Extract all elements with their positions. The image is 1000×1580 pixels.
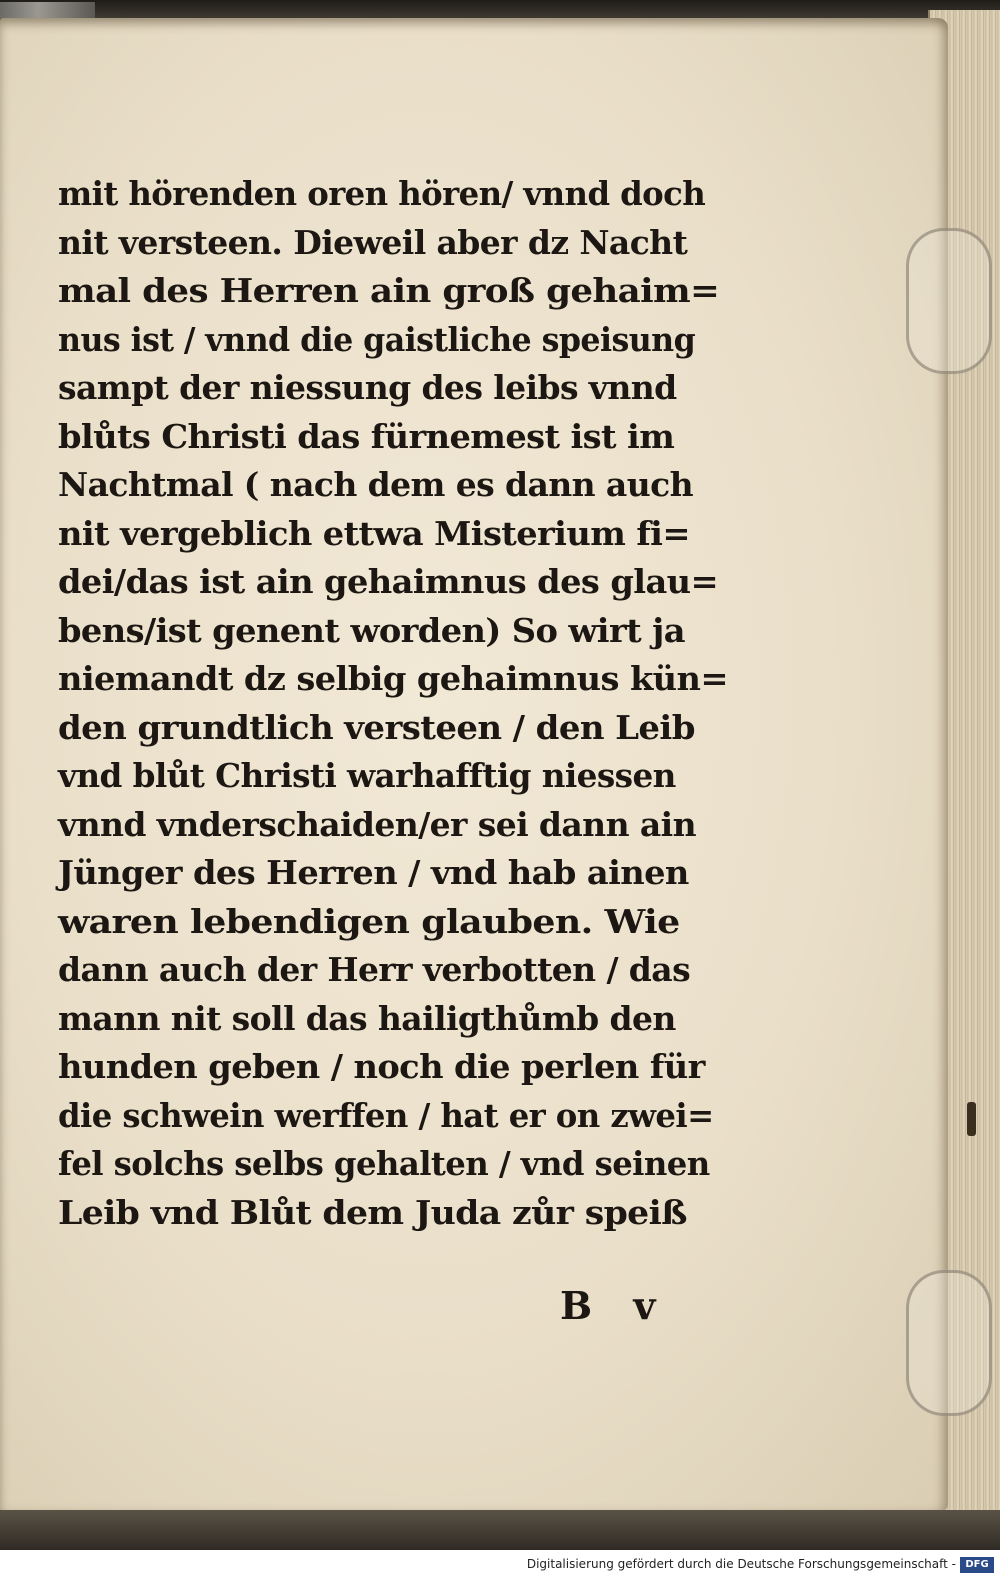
text-line: bens/ist genent worden) So wirt ja <box>58 610 685 650</box>
signature-mark: B v <box>560 1283 670 1328</box>
page-clip-top <box>906 228 992 374</box>
text-line: hunden geben / noch die perlen für <box>58 1047 705 1086</box>
text-line: nit versteen. Dieweil aber dz Nacht <box>58 222 688 262</box>
text-line: niemandt dz selbig gehaimnus kün= <box>58 659 729 698</box>
text-line: Nachtmal ( nach dem es dann auch <box>58 465 693 504</box>
footer-credit-text: Digitalisierung gefördert durch die Deutsche Forschungsgemeinschaft - <box>526 1557 956 1571</box>
book-page <box>0 18 948 1513</box>
page-clip-bottom <box>906 1270 992 1416</box>
dfg-logo: DFG <box>960 1557 994 1573</box>
text-line: dei/das ist ain gehaimnus des glau= <box>58 562 719 601</box>
page-pin <box>967 1102 976 1136</box>
text-line: Jünger des Herren / vnd hab ainen <box>58 853 689 892</box>
text-line: mal des Herren ain groß gehaim= <box>58 271 720 310</box>
text-line: mann nit soll das hailigthůmb den <box>58 998 676 1038</box>
text-line: mit hörenden oren hören/ vnnd doch <box>58 174 706 213</box>
digitization-footer <box>0 1550 1000 1580</box>
text-line: vnnd vnderschaiden/er sei dann ain <box>58 804 696 844</box>
text-line: den grundtlich versteen / den Leib <box>58 707 695 747</box>
text-line: die schwein werffen / hat er on zwei= <box>58 1095 714 1135</box>
text-line: dann auch der Herr verbotten / das <box>58 950 691 989</box>
text-line: Leib vnd Blůt dem Juda zůr speiß <box>58 1192 687 1232</box>
text-line: waren lebendigen glauben. Wie <box>58 901 680 941</box>
text-line: sampt der niessung des leibs vnnd <box>58 368 677 407</box>
text-line: vnd blůt Christi warhafftig niessen <box>58 756 676 795</box>
text-line: blůts Christi das fürnemest ist im <box>58 416 675 456</box>
text-line: fel solchs selbs gehalten / vnd seinen <box>58 1144 710 1183</box>
page-text-block <box>58 170 758 1237</box>
bottom-shadow <box>0 1510 1000 1555</box>
text-line: nit vergeblich ettwa Misterium fi= <box>58 513 690 553</box>
text-line: nus ist / vnnd die gaistliche speisung <box>58 319 696 359</box>
